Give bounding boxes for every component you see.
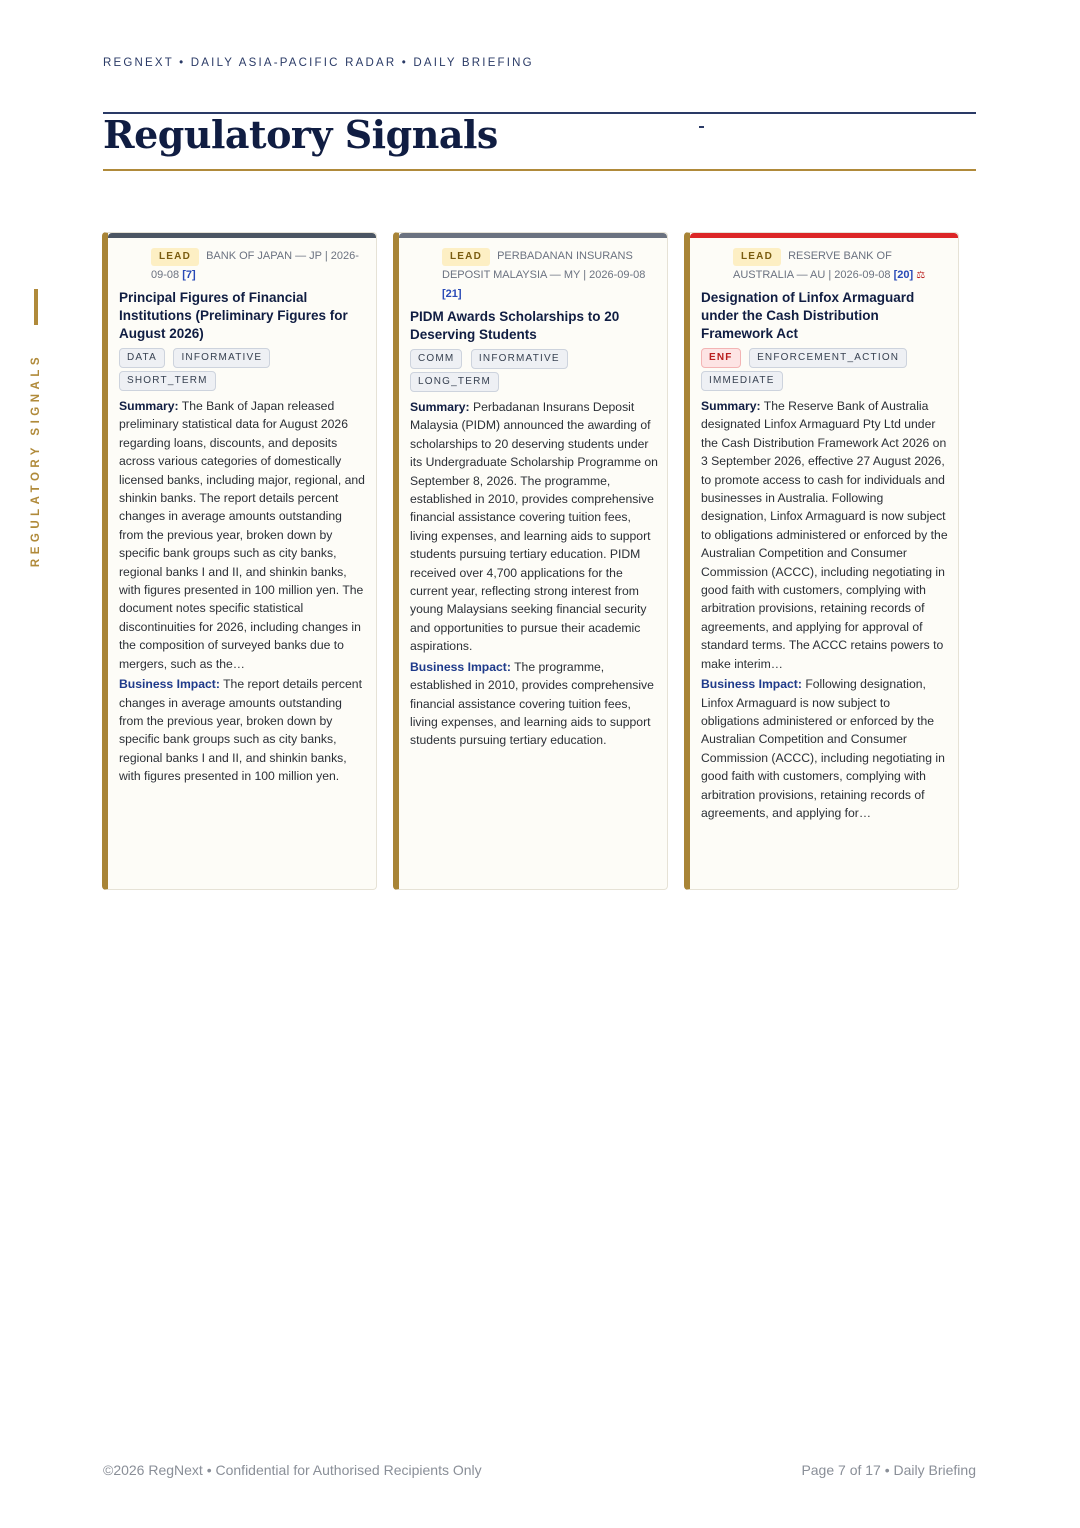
signal-card — [102, 232, 377, 890]
impact-label: Business Impact: — [701, 677, 802, 692]
signal-card — [684, 232, 959, 890]
tag: IMMEDIATE — [701, 371, 783, 391]
card-top-bar — [690, 233, 958, 238]
impact-text: The programme, established in 2010, provides comprehensive financial assistance covering tuition fees, living expenses, and learning aids to support students pursuing tertiary education. — [410, 659, 654, 748]
card-source: RESERVE BANK OF AUSTRALIA — AU | 2026-09-08 — [733, 250, 892, 281]
summary-label: Summary: — [119, 399, 179, 413]
running-head: REGNEXT • DAILY ASIA-PACIFIC RADAR • DAILY BRIEFING — [103, 57, 534, 69]
reference-link[interactable]: [20] — [893, 269, 914, 281]
card-headline[interactable]: Principal Figures of Financial Institutions (Preliminary Figures for August 2026) — [119, 290, 348, 341]
tag: ENFORCEMENT_ACTION — [749, 348, 907, 368]
lead-badge: LEAD — [733, 248, 781, 266]
card-top-bar — [399, 233, 667, 238]
title-rule-bottom — [103, 169, 976, 171]
footer-page-number: Page 7 of 17 • Daily Briefing — [801, 1462, 976, 1478]
card-source: BANK OF JAPAN — JP | 2026-09-08 — [151, 250, 359, 281]
scales-icon: ⚖ — [916, 270, 926, 281]
impact-text: The report details percent changes in average amounts outstanding from the previous year, broken down by specific bank groups such as city banks, regional banks I and II, and shinkin banks, with figures presented in 100 million yen. — [119, 677, 362, 784]
card-headline[interactable]: PIDM Awards Scholarships to 20 Deserving Students — [410, 309, 620, 342]
tag-list — [410, 348, 659, 394]
tag-enforcement: ENF — [701, 348, 741, 368]
tag: INFORMATIVE — [173, 348, 270, 368]
lead-badge: LEAD — [151, 248, 199, 266]
summary-paragraph — [410, 398, 659, 656]
card-meta — [119, 247, 368, 285]
summary-text: The Reserve Bank of Australia designated Linfox Armaguard Pty Ltd under the Cash Distribution Framework Act 2026 on 3 September 2026, effective 27 August 2026, to promote access to cash for individuals and businesses in Australia. Following designation, Linfox Armaguard is now subject to obligations administered or enforced by the Australian Competition and Consumer Commission (ACCC), including negotiating in good faith with customers, complying with arbitration provisions, retaining records of agreements, and applying for approval of standard terms. The ACCC retains powers to make interim… — [701, 399, 948, 671]
tag: INFORMATIVE — [471, 349, 568, 369]
card-headline[interactable]: Designation of Linfox Armaguard under the Cash Distribution Framework Act — [701, 290, 915, 341]
impact-label: Business Impact: — [410, 659, 511, 674]
impact-label: Business Impact: — [119, 677, 220, 692]
card-content — [119, 247, 368, 788]
card-meta — [701, 247, 950, 285]
impact-paragraph — [119, 675, 368, 785]
card-source: PERBADANAN INSURANS DEPOSIT MALAYSIA — MY | 2026-09-08 — [442, 250, 646, 281]
tag: DATA — [119, 348, 165, 368]
summary-paragraph — [701, 397, 950, 673]
impact-text: Following designation, Linfox Armaguard is now subject to obligations administered or enforced by the Australian Competition and Consumer Commission (ACCC), including negotiating in good faith with customers, complying with arbitration provisions, retaining records of agreements, and applying for… — [701, 677, 945, 820]
tag: COMM — [410, 349, 462, 369]
impact-paragraph — [410, 658, 659, 750]
summary-label: Summary: — [701, 399, 761, 413]
summary-text: Perbadanan Insurans Deposit Malaysia (PIDM) announced the awarding of scholarships to 20 deserving students under its Undergraduate Scholarship Programme on September 8, 2026. The programme, established in 2010, provides comprehensive financial assistance covering tuition fees, living expenses, and learning aids to support students pursuing tertiary education. PIDM received over 4,700 applications for the current year, reflecting strong interest from young Malaysians seeking financial security and opportunities to pursue their academic aspirations. — [410, 400, 658, 654]
summary-paragraph — [119, 397, 368, 673]
tag: LONG_TERM — [410, 372, 499, 392]
card-top-bar — [108, 233, 376, 238]
tag-list — [119, 347, 368, 393]
signal-card — [393, 232, 668, 890]
page-title: Regulatory Signals — [103, 112, 498, 157]
card-meta — [410, 247, 659, 304]
card-content — [701, 247, 950, 824]
tag-list — [701, 347, 950, 393]
reference-link[interactable]: [21] — [442, 288, 462, 300]
title-dash — [699, 126, 704, 128]
side-section-label: REGULATORY SIGNALS — [30, 352, 42, 568]
lead-badge: LEAD — [442, 248, 490, 266]
reference-link[interactable]: [7] — [182, 269, 196, 281]
summary-text: The Bank of Japan released preliminary statistical data for August 2026 regarding loans, discounts, and deposits across various categories of domestically licensed banks, including major, regional, and shinkin banks. The report details percent changes in average amounts outstanding from the previous year, broken down by specific bank groups such as city banks, regional banks I and II, and shinkin banks, with figures presented in 100 million yen. The document notes specific statistical discontinuities for 2026, including changes in the composition of surveyed banks due to mergers, such as the… — [119, 399, 365, 671]
tag: SHORT_TERM — [119, 371, 216, 391]
card-content — [410, 247, 659, 752]
footer-copyright: ©2026 RegNext • Confidential for Authorised Recipients Only — [103, 1462, 482, 1478]
impact-paragraph — [701, 675, 950, 822]
side-accent-bar — [34, 289, 38, 325]
summary-label: Summary: — [410, 400, 470, 414]
